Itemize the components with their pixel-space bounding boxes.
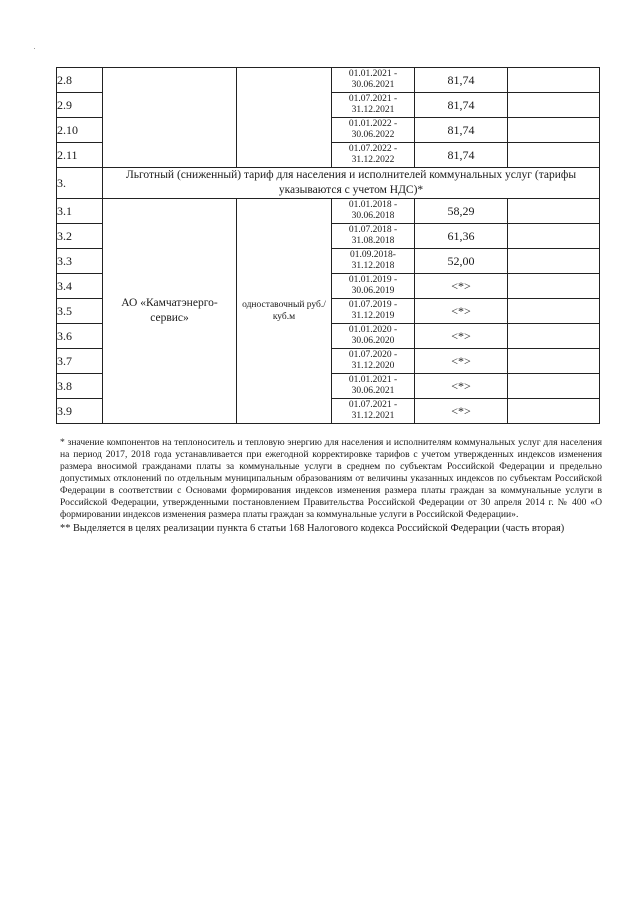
- period-cell: 01.01.2022 - 30.06.2022: [332, 118, 415, 143]
- section-row: [57, 168, 600, 199]
- table-row: [57, 199, 600, 224]
- tariff-value: <*>: [415, 374, 508, 399]
- period-cell: 01.07.2018 - 31.08.2018: [332, 224, 415, 249]
- tariff-value: 81,74: [415, 68, 508, 93]
- unit-cell-empty: [237, 68, 332, 168]
- tariff-value: <*>: [415, 399, 508, 424]
- vat-cell: [508, 199, 600, 224]
- vat-cell: [508, 224, 600, 249]
- tariff-unit: одноставочный руб./куб.м: [237, 199, 332, 424]
- tariff-table: [56, 67, 600, 424]
- vat-cell: [508, 349, 600, 374]
- tariff-value: <*>: [415, 324, 508, 349]
- footnotes: [60, 437, 602, 536]
- row-number: 3.6: [57, 324, 103, 349]
- tariff-value: <*>: [415, 299, 508, 324]
- row-number: 3.2: [57, 224, 103, 249]
- period-cell: 01.07.2021 - 31.12.2021: [332, 399, 415, 424]
- period-cell: 01.01.2019 - 30.06.2019: [332, 274, 415, 299]
- vat-cell: [508, 143, 600, 168]
- vat-cell: [508, 299, 600, 324]
- footnote-2: ** Выделяется в целях реализации пункта 6 статьи 168 Налогового кодекса Российской Федерации (часть вторая): [60, 523, 565, 534]
- footnote-1: * значение компонентов на теплоноситель и тепловую энергию для населения и исполнителям коммунальных услуг для населения на период 2017, 2018 года устанавливается при ежегодной корректировке тарифов с учетом утвержденных индексов изменения размера вносимой гражданами платы за коммунальные услуги в среднем по субъектам Российской Федерации и предельно допустимых отклонений по отдельным муниципальным образованиям от величины указанных индексов по субъектам Российской Федерации в соответствии с Основами формирования индексов изменения размера платы граждан за коммунальные услуги в Российской Федерации, утвержденными постановлением Правительства Российской Федерации от 30 апреля 2014 г. № 400 «О формировании индексов изменения размера платы граждан за коммунальные услуги в Российской Федерации».: [60, 437, 602, 520]
- period-cell: 01.01.2021 - 30.06.2021: [332, 68, 415, 93]
- row-number: 3.4: [57, 274, 103, 299]
- row-number: 2.9: [57, 93, 103, 118]
- row-number: 3.8: [57, 374, 103, 399]
- row-number: 3.7: [57, 349, 103, 374]
- row-number: 2.10: [57, 118, 103, 143]
- row-number: 2.11: [57, 143, 103, 168]
- period-cell: 01.07.2020 - 31.12.2020: [332, 349, 415, 374]
- row-number: 2.8: [57, 68, 103, 93]
- period-cell: 01.01.2020 - 30.06.2020: [332, 324, 415, 349]
- tariff-value: 81,74: [415, 93, 508, 118]
- period-cell: 01.01.2018 - 30.06.2018: [332, 199, 415, 224]
- vat-cell: [508, 374, 600, 399]
- row-number: 3.3: [57, 249, 103, 274]
- period-cell: 01.07.2022 - 31.12.2022: [332, 143, 415, 168]
- table-row: [57, 68, 600, 93]
- section-number: 3.: [57, 168, 103, 199]
- tariff-value: 61,36: [415, 224, 508, 249]
- period-cell: 01.01.2021 - 30.06.2021: [332, 374, 415, 399]
- vat-cell: [508, 93, 600, 118]
- tariff-value: <*>: [415, 349, 508, 374]
- vat-cell: [508, 118, 600, 143]
- vat-cell: [508, 399, 600, 424]
- section-title: Льготный (сниженный) тариф для населения и исполнителей коммунальных услуг (тарифы указываются с учетом НДС)*: [103, 168, 600, 199]
- scan-speck: [34, 48, 35, 49]
- tariff-value: 52,00: [415, 249, 508, 274]
- tariff-value: <*>: [415, 274, 508, 299]
- vat-cell: [508, 274, 600, 299]
- vat-cell: [508, 68, 600, 93]
- row-number: 3.5: [57, 299, 103, 324]
- tariff-value: 58,29: [415, 199, 508, 224]
- tariff-value: 81,74: [415, 143, 508, 168]
- period-cell: 01.07.2019 - 31.12.2019: [332, 299, 415, 324]
- period-cell: 01.09.2018- 31.12.2018: [332, 249, 415, 274]
- row-number: 3.1: [57, 199, 103, 224]
- period-cell: 01.07.2021 - 31.12.2021: [332, 93, 415, 118]
- vat-cell: [508, 249, 600, 274]
- organization-name: АО «Камчатэнерго-сервис»: [103, 199, 237, 424]
- org-cell-empty: [103, 68, 237, 168]
- row-number: 3.9: [57, 399, 103, 424]
- tariff-value: 81,74: [415, 118, 508, 143]
- vat-cell: [508, 324, 600, 349]
